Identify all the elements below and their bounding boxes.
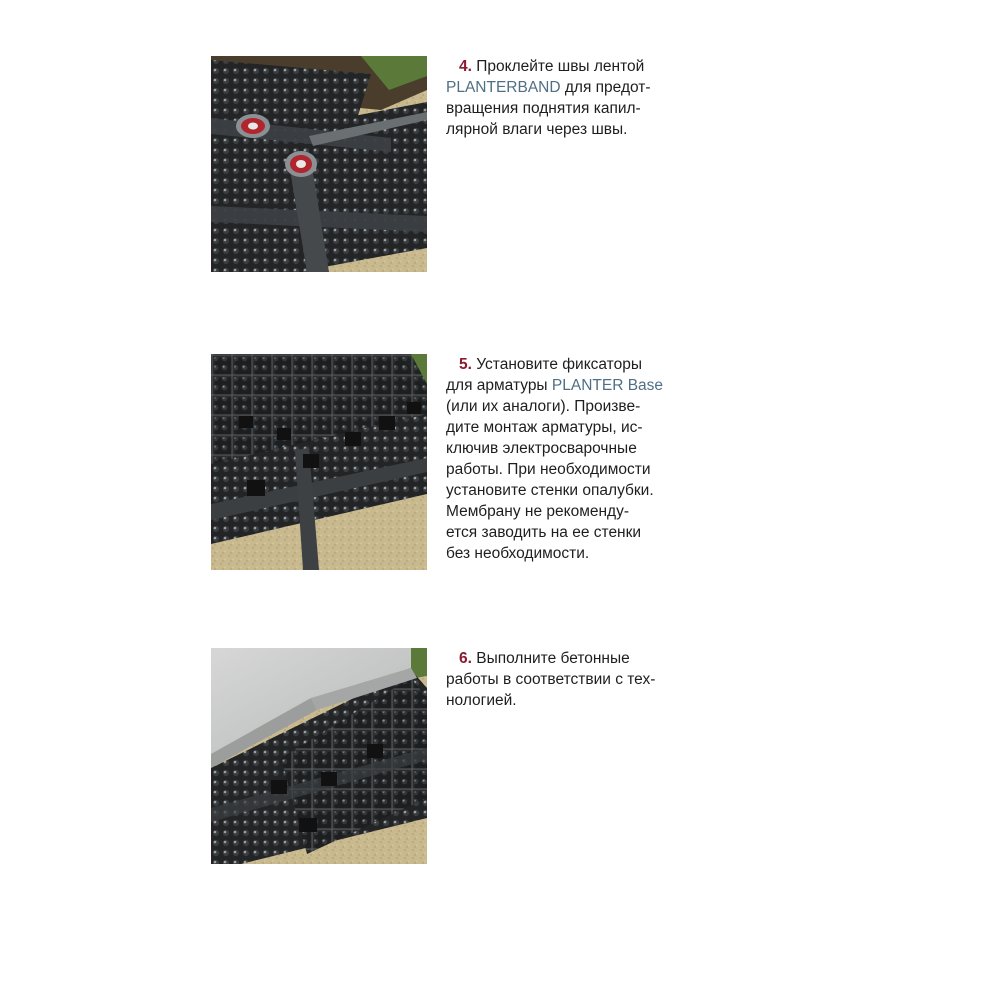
step-6: [211, 648, 681, 864]
step-number: 4.: [459, 58, 472, 75]
step-5: [211, 354, 681, 570]
membrane-seam-taping-illustration: [211, 56, 427, 272]
step-6-text: 6. Выполните бетонные работы в соответствии с тех- нологией.: [446, 650, 656, 709]
concrete-pouring-illustration: [211, 648, 427, 864]
step-5-text: 5. Установите фиксаторы для арматуры PLANTER Base (или их аналоги). Произве- дите монтаж арматуры, ис- ключив электросварочные работы. При необходимости установите стенки опалубки. Мембрану не рекоменду- ется заводить на ее стенки без необходимости.: [446, 356, 664, 562]
rebar-spacers-installation-illustration: [211, 354, 427, 570]
brand-name: PLANTER Base: [551, 377, 664, 394]
step-4-text: 4. Проклейте швы лентой PLANTERBAND для предот- вращения поднятия капил- лярной влаги через швы.: [446, 58, 651, 138]
step-4: [211, 56, 681, 272]
step-number: 6.: [459, 650, 472, 667]
step-number: 5.: [459, 356, 472, 373]
brand-name: PLANTERBAND: [446, 79, 561, 96]
